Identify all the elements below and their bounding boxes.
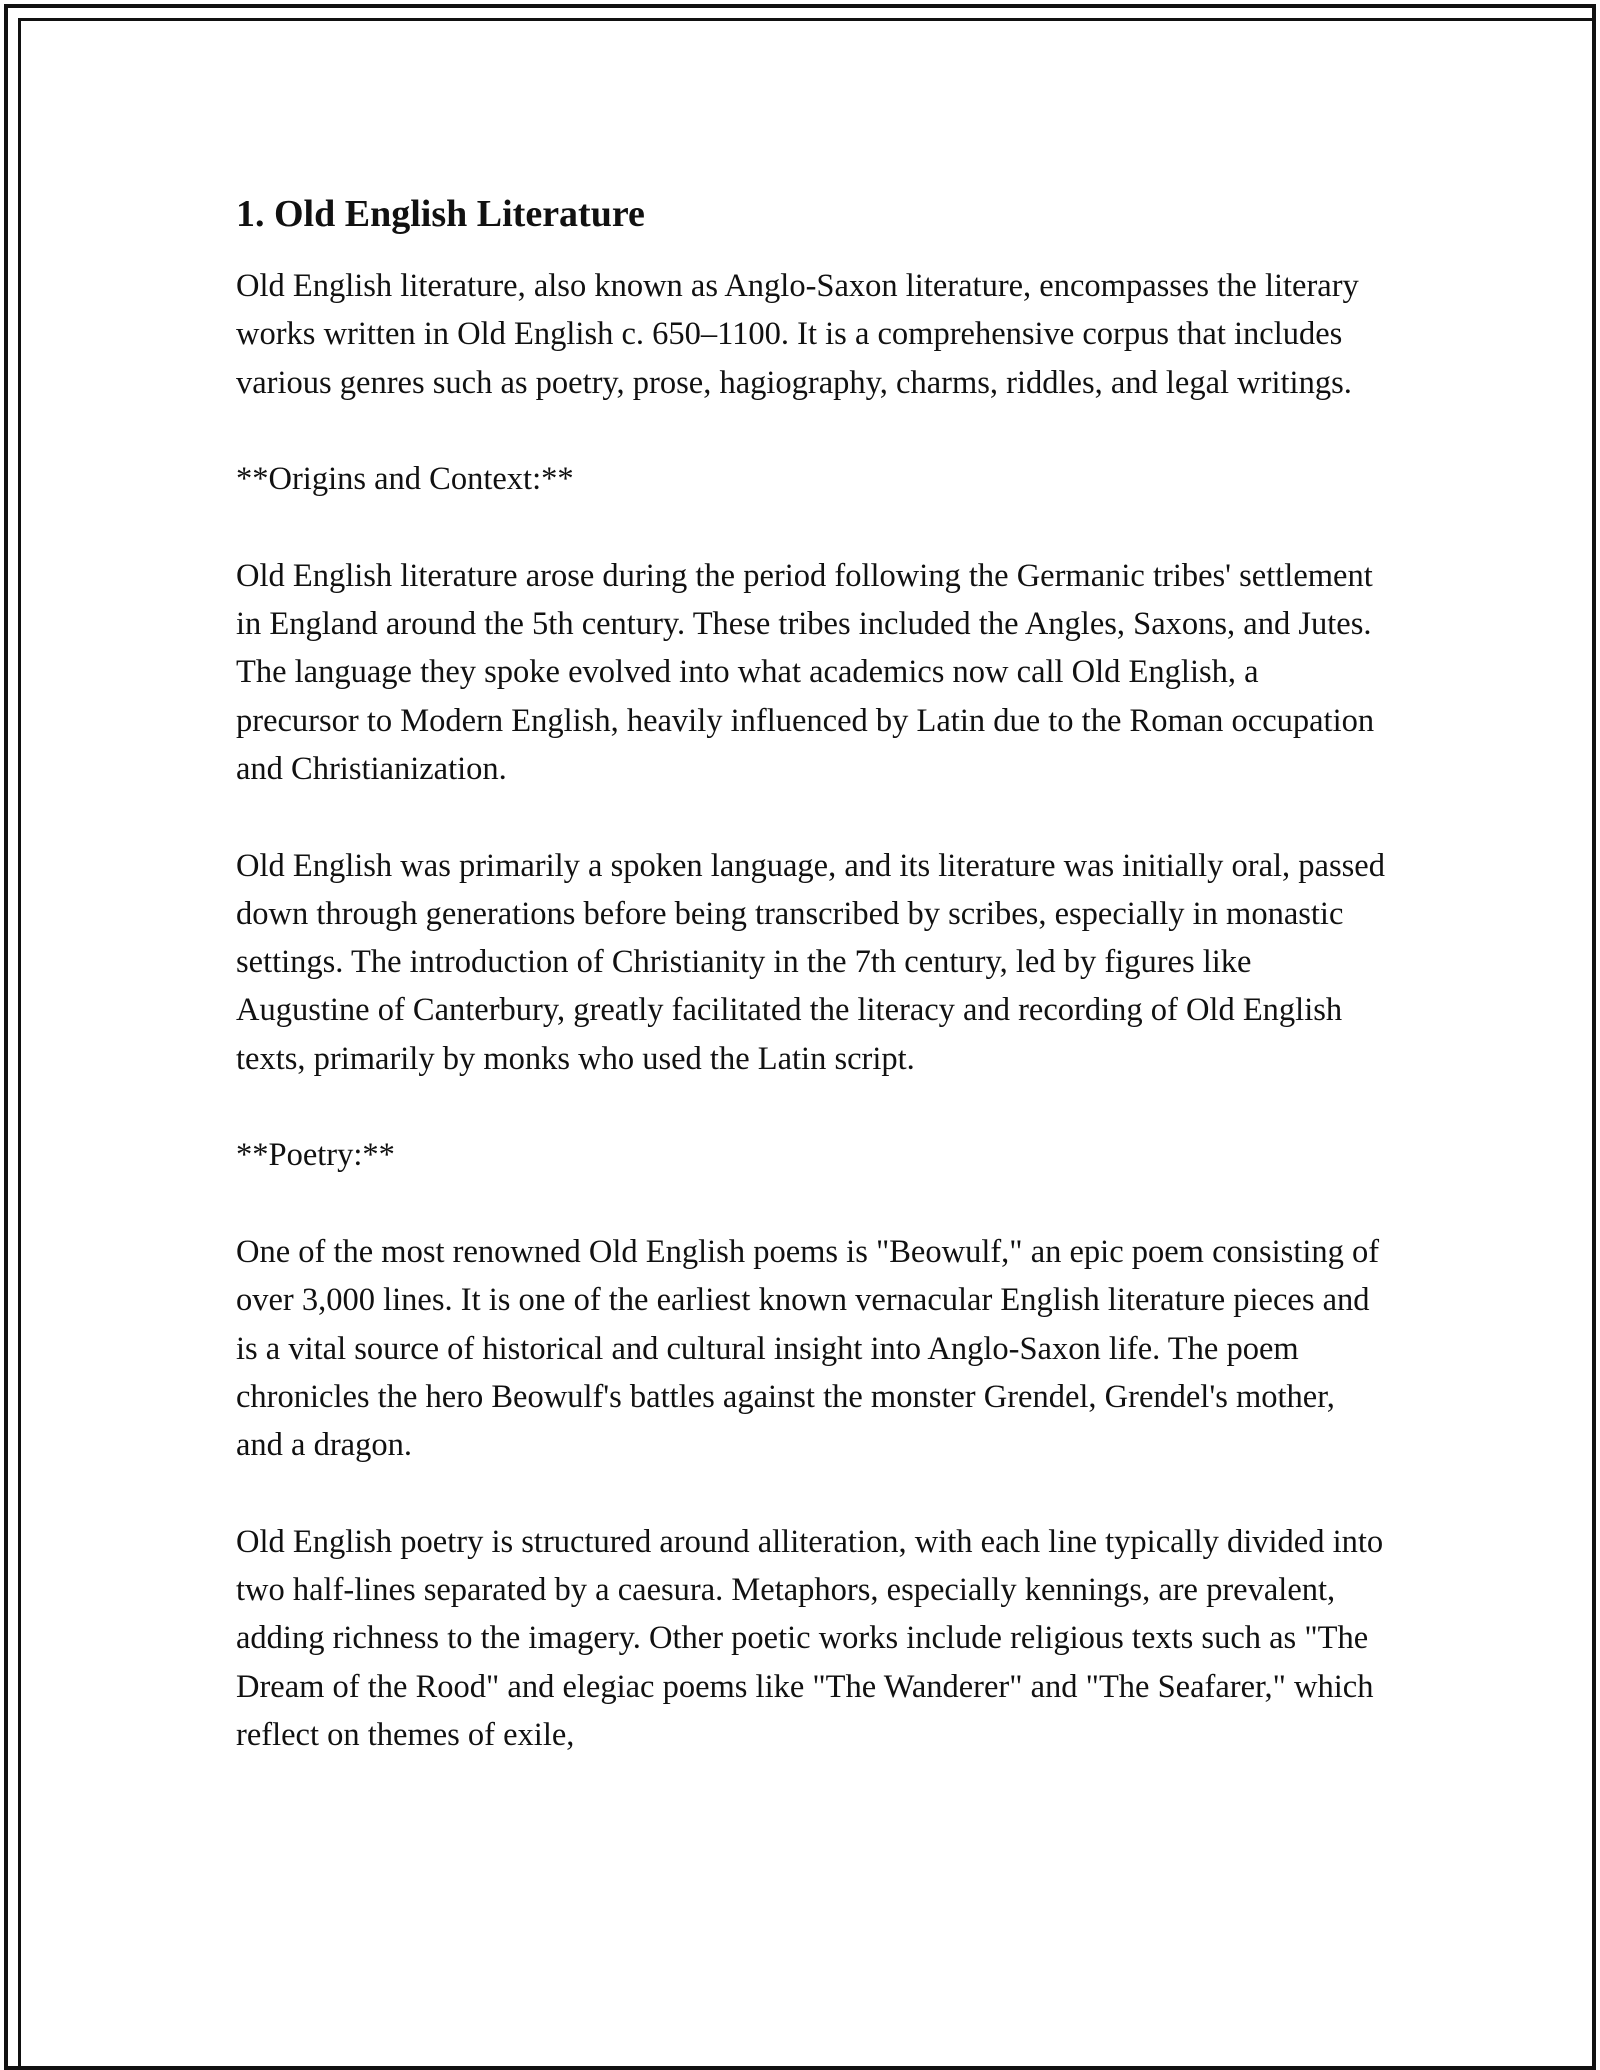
origins-paragraph-2: Old English was primarily a spoken language, and its literature was initially oral, passed down through generations before being transcribed by scribes, especially in monastic settings. The introduction of Christianity in the 7th century, led by figures like Augustine of Canterbury, greatly facilitated the literacy and recording of Old English texts, primarily by monks who used the Latin script. — [236, 847, 1385, 1077]
document-body — [236, 186, 1386, 1759]
poetry-subheading: **Poetry:** — [236, 1137, 395, 1174]
intro-paragraph: Old English literature, also known as Anglo-Saxon literature, encompasses the literary works written in Old English c. 650–1100. It is a comprehensive corpus that includes various genres such as poetry, prose, hagiography, charms, riddles, and legal writings. — [236, 268, 1359, 401]
poetry-paragraph-1: One of the most renowned Old English poems is "Beowulf," an epic poem consisting of over 3,000 lines. It is one of the earliest known vernacular English literature pieces and is a vital source of historical and cultural insight into Anglo-Saxon life. The poem chronicles the hero Beowulf's battles against the monster Grendel, Grendel's mother, and a dragon. — [236, 1233, 1380, 1464]
poetry-paragraph-2: Old English poetry is structured around alliteration, with each line typically divided into two half-lines separated by a caesura. Metaphors, especially kennings, are prevalent, adding richness to the imagery. Other poetic works include religious texts such as "The Dream of the Rood" and elegiac poems like "The Wanderer" and "The Seafarer," which reflect on themes of exile, — [236, 1523, 1384, 1753]
section-heading: 1. Old English Literature — [236, 193, 645, 235]
origins-paragraph-1: Old English literature arose during the period following the Germanic tribes' settlement in England around the 5th century. These tribes included the Angles, Saxons, and Jutes. The language they spoke evolved into what academics now call Old English, a precursor to Modern English, heavily influenced by Latin due to the Roman occupation and Christianization. — [236, 557, 1375, 787]
origins-subheading: **Origins and Context:** — [236, 461, 574, 498]
